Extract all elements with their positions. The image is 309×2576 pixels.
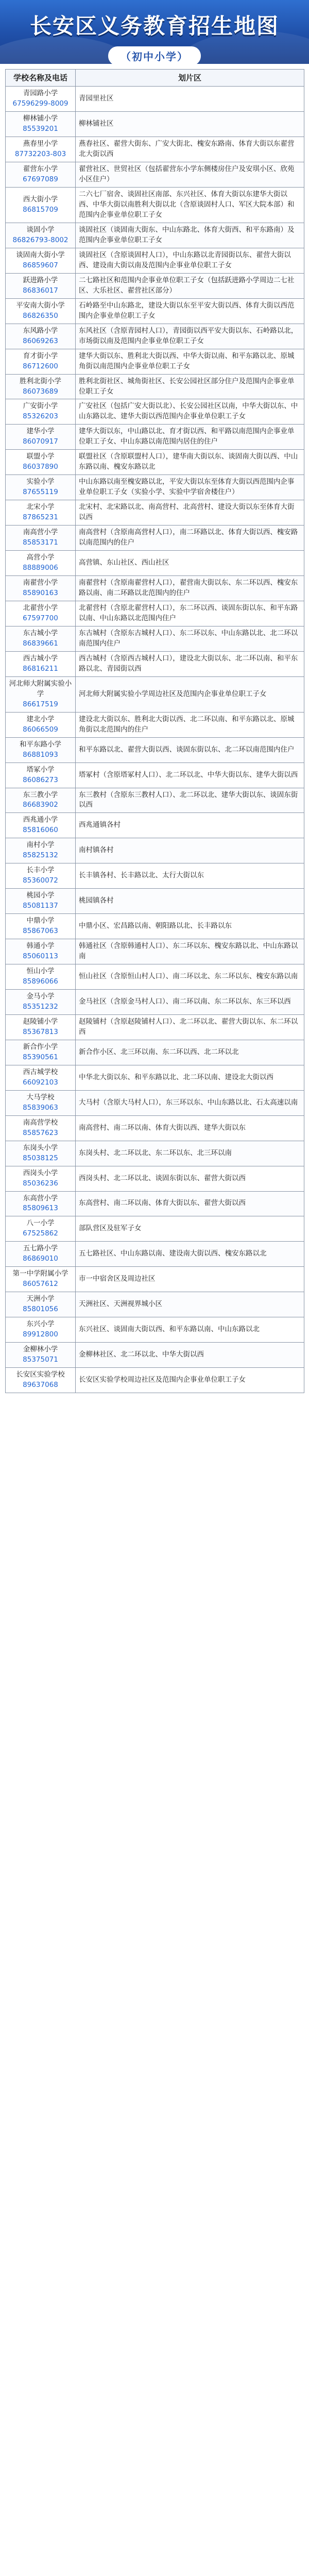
school-name: 西兆通小学: [23, 816, 58, 824]
table-row: [6, 914, 304, 939]
area-cell: 长丰镇各村、长丰路以北、太行大街以东: [76, 863, 304, 889]
school-phone[interactable]: 86815709: [23, 205, 58, 214]
school-cell: [6, 1317, 76, 1343]
table-row: [6, 87, 304, 112]
table-row: [6, 1267, 304, 1292]
school-phone[interactable]: 85867063: [23, 927, 58, 936]
school-phone[interactable]: 86869010: [23, 1255, 58, 1263]
area-cell: 南高营村、南二环以南、体育大街以西、建华大街以东: [76, 1115, 304, 1141]
school-phone[interactable]: 85038125: [23, 1154, 58, 1162]
area-cell: 和平东路以北、翟营大街以西、谈固东街以东、北二环以南范围内住户: [76, 737, 304, 762]
school-phone[interactable]: 89637068: [23, 1381, 58, 1389]
table-row: [6, 676, 304, 712]
school-name: 长安区实验学校: [16, 1370, 65, 1379]
school-name: 实验小学: [26, 478, 55, 486]
table-row: [6, 1141, 304, 1166]
school-name: 柳林铺小学: [23, 114, 58, 123]
school-cell: [6, 601, 76, 626]
school-cell: [6, 813, 76, 838]
table-row: [6, 324, 304, 349]
school-cell: [6, 676, 76, 712]
area-cell: 北翟营村（含原北翟营村人口），东二环以西、谈固东街以东、和平东路以南、中山东路以北范围内住户: [76, 601, 304, 626]
school-phone[interactable]: 85839063: [23, 1103, 58, 1112]
table-row: [6, 425, 304, 450]
area-cell: 赵陵铺村（含原赵陵铺村人口）、北二环以北、翟营大街以东、东二环以西: [76, 1014, 304, 1040]
school-cell: [6, 914, 76, 939]
school-phone[interactable]: 86086273: [23, 775, 58, 784]
table-row: [6, 990, 304, 1015]
area-cell: 南高营村（含原南高营村人口），南二环路以北、体育大街以西、槐安路以南范围内的住户: [76, 526, 304, 551]
school-name: 第一中学附属小学: [12, 1269, 68, 1278]
school-name: 平安南大街小学: [16, 301, 65, 310]
school-phone[interactable]: 85326203: [23, 412, 58, 421]
area-cell: 桃园镇各村: [76, 889, 304, 914]
school-name: 东高营小学: [23, 1194, 58, 1202]
school-cell: [6, 1115, 76, 1141]
table-row: [6, 1317, 304, 1343]
table-row: [6, 889, 304, 914]
area-cell: 东兴社区、谈固南大街以西、和平东路以南、中山东路以北: [76, 1317, 304, 1343]
table-row: [6, 863, 304, 889]
table-header-row: [6, 70, 304, 87]
school-cell: [6, 1368, 76, 1393]
area-cell: 胜利北街社区、城角街社区、长安公园社区部分住户及范围内企事业单位职工子女: [76, 374, 304, 399]
school-name: 大马学校: [26, 1093, 55, 1101]
area-cell: 建设北大街以东、胜利北大街以西、北二环以南、和平东路以北、原城角街以北范围内的住户: [76, 712, 304, 737]
school-name: 天洲小学: [26, 1295, 55, 1303]
table-row: [6, 399, 304, 425]
school-cell: [6, 87, 76, 112]
school-phone[interactable]: 86037890: [23, 463, 58, 471]
area-cell: 燕春社区、翟营大街东、广安大街北、槐安东路南、体育大街以东翟营北大街以西: [76, 137, 304, 162]
school-phone[interactable]: 85896066: [23, 977, 58, 986]
column-header-area: 划片区: [76, 70, 304, 87]
school-cell: [6, 1191, 76, 1216]
school-name: 谈固南大街小学: [16, 250, 65, 259]
school-cell: [6, 1292, 76, 1317]
table-row: [6, 112, 304, 137]
table-row: [6, 813, 304, 838]
school-cell: [6, 399, 76, 425]
area-cell: 东风社区（含原青园村人口），青园街以西平安大街以东、石岭路以北，市场街以南及范围内企事业单位职工子女: [76, 324, 304, 349]
school-phone[interactable]: 85375071: [23, 1355, 58, 1364]
area-cell: 二六七厂宿舍、谈固社区南部、东兴社区、体育大街以东建华大街以西、中华大街以南胜利大街以北（含原谈固村人口、军区大院本部）和范围内企事业单位职工子女: [76, 188, 304, 223]
school-phone[interactable]: 85890163: [23, 589, 58, 597]
area-cell: 南村镇各村: [76, 838, 304, 863]
area-cell: 北宋村、北宋路以北、南高营村、北高营村、建设大街以东至体育大街以西: [76, 500, 304, 526]
school-cell: [6, 1090, 76, 1115]
school-name: 北宋小学: [26, 503, 55, 512]
school-name: 翟营东小学: [23, 165, 58, 174]
school-phone[interactable]: 88889006: [23, 564, 58, 572]
table-row: [6, 223, 304, 248]
table-row: [6, 248, 304, 273]
area-cell: 西古城村（含原西古城村人口），建设北大街以东、北二环以南、和平东路以北、青园街以西: [76, 651, 304, 676]
school-name: 韩通小学: [26, 942, 55, 951]
school-cell: [6, 475, 76, 500]
school-cell: [6, 1040, 76, 1065]
school-cell: [6, 1166, 76, 1191]
school-name: 南村小学: [26, 841, 55, 850]
area-cell: 青园里社区: [76, 87, 304, 112]
school-cell: [6, 1343, 76, 1368]
school-phone[interactable]: 87655119: [23, 488, 58, 497]
school-cell: [6, 1216, 76, 1242]
area-cell: 新合作小区、北三环以南、东二环以西、北二环以北: [76, 1040, 304, 1065]
table-row: [6, 1014, 304, 1040]
area-cell: 金柳林社区、北二环以北、中华大街以西: [76, 1343, 304, 1368]
school-cell: [6, 788, 76, 813]
area-cell: 南翟营村（含原南翟营村人口），翟营南大街以东、东二环以西、槐安东路以南、南二环路以北范围内的住户: [76, 576, 304, 601]
school-name: 西大街小学: [23, 195, 58, 204]
school-phone[interactable]: 85367813: [23, 1027, 58, 1036]
table-row: [6, 188, 304, 223]
school-name: 金马小学: [26, 992, 55, 1001]
school-cell: [6, 526, 76, 551]
header-banner: [0, 0, 309, 64]
school-cell: [6, 838, 76, 863]
school-name: 南高营学校: [23, 1118, 58, 1127]
school-phone[interactable]: 85081137: [23, 902, 58, 910]
school-cell: [6, 626, 76, 651]
school-phone[interactable]: 86712600: [23, 362, 58, 370]
school-name: 塔冢小学: [26, 765, 55, 774]
school-name: 金柳林小学: [23, 1345, 58, 1354]
school-cell: [6, 349, 76, 374]
school-cell: [6, 712, 76, 737]
school-name: 中鼎小学: [26, 917, 55, 925]
column-header-school: 学校名称及电话: [6, 70, 76, 87]
area-cell: 东岗头村、北二环以北、东二环以东、北三环以南: [76, 1141, 304, 1166]
school-cell: [6, 1242, 76, 1267]
area-cell: 中华北大街以东、和平东路以北、北二环以南、建设北大街以西: [76, 1065, 304, 1090]
school-phone[interactable]: 85801056: [23, 1305, 58, 1314]
area-cell: 广安社区（包括广安大街以北）、长安公园社区以南，中华大街以东、中山东路以北、建华大街以西范围内企事业单位职工子女: [76, 399, 304, 425]
table-row: [6, 1242, 304, 1267]
school-phone[interactable]: 86066509: [23, 725, 58, 734]
school-phone[interactable]: 86070917: [23, 437, 58, 446]
school-phone[interactable]: 86057612: [23, 1280, 58, 1289]
school-name: 育才街小学: [23, 351, 58, 360]
area-cell: 大马村（含原大马村人口），东三环以东、中山东路以北、石太高速以南: [76, 1090, 304, 1115]
school-cell: [6, 298, 76, 324]
school-name: 谈固小学: [26, 225, 55, 234]
table-row: [6, 1368, 304, 1393]
school-phone[interactable]: 85390561: [23, 1053, 58, 1061]
school-name: 西岗头小学: [23, 1168, 58, 1177]
school-phone[interactable]: 86836017: [23, 286, 58, 295]
school-phone[interactable]: 86683902: [23, 801, 58, 809]
table-row: [6, 450, 304, 475]
school-phone[interactable]: 85539201: [23, 125, 58, 133]
area-cell: 东三教村（含原东三教村人口）、北二环以北、建华大街以东、谈固东街以西: [76, 788, 304, 813]
school-cell: [6, 1267, 76, 1292]
table-row: [6, 1115, 304, 1141]
table-row: [6, 551, 304, 576]
school-name: 东三教小学: [23, 790, 58, 799]
area-cell: 长安区实验学校周边社区及范围内企事业单位职工子女: [76, 1368, 304, 1393]
school-cell: [6, 223, 76, 248]
school-name: 建北小学: [26, 715, 55, 723]
school-cell: [6, 450, 76, 475]
table-row: [6, 1191, 304, 1216]
school-cell: [6, 1065, 76, 1090]
table-row: [6, 737, 304, 762]
table-row: [6, 475, 304, 500]
table-row: [6, 1040, 304, 1065]
school-phone[interactable]: 66092103: [23, 1078, 58, 1087]
school-phone[interactable]: 85809613: [23, 1204, 58, 1213]
table-row: [6, 712, 304, 737]
area-cell: 翟营社区、世贸社区（包括翟营东小学东侧楼房住户及安琪小区、欣苑小区住户）: [76, 162, 304, 188]
school-phone[interactable]: 85825132: [23, 851, 58, 860]
area-cell: 东古城村（含原东古城村人口）、东二环以东、中山东路以北、北二环以南范围内住户: [76, 626, 304, 651]
page-footer: [0, 1398, 309, 1403]
table-row: [6, 1292, 304, 1317]
school-name: 南翟营小学: [23, 579, 58, 587]
area-cell: 二七路社区和范围内企事业单位职工子女（包括跃进路小学周边二七社区、大乐社区、翟营社区部分）: [76, 273, 304, 298]
school-cell: [6, 737, 76, 762]
school-cell: [6, 112, 76, 137]
school-cell: [6, 762, 76, 788]
school-cell: [6, 1141, 76, 1166]
area-cell: 谈固社区（谈固南大街东、中山东路北、体育大街西、和平东路南）及范围内企事业单位职工子女: [76, 223, 304, 248]
table-row: [6, 162, 304, 188]
school-cell: [6, 374, 76, 399]
school-phone[interactable]: 86816211: [23, 664, 58, 673]
school-phone[interactable]: 67596299-8009: [12, 99, 68, 108]
area-cell: 塔冢村（含原塔冢村人口）、北二环以北、中华大街以东、建华大街以西: [76, 762, 304, 788]
area-cell: 中鼎小区、宏昌路以南、朝阳路以北、长丰路以东: [76, 914, 304, 939]
school-name: 东古城小学: [23, 629, 58, 637]
table-row: [6, 137, 304, 162]
table-body: [6, 87, 304, 1393]
school-phone[interactable]: 67525862: [23, 1229, 58, 1238]
school-phone[interactable]: 86073689: [23, 387, 58, 396]
table-row: [6, 838, 304, 863]
school-name: 赵陵铺小学: [23, 1017, 58, 1026]
table-row: [6, 1343, 304, 1368]
area-cell: 建华大街以东、胜利北大街以西、中华大街以南、和平东路以北、原城角街以南范围内企事业单位职工子女: [76, 349, 304, 374]
school-name: 河北师大附属实验小学: [9, 679, 72, 698]
school-phone[interactable]: 86826793-8002: [12, 235, 68, 244]
area-cell: 金马社区（含原金马村人口）、南二环以南、东二环以东、东三环以西: [76, 990, 304, 1015]
school-name: 跃进路小学: [23, 276, 58, 284]
school-phone[interactable]: 87732203-803: [14, 150, 66, 159]
school-phone[interactable]: 86826350: [23, 311, 58, 320]
school-name: 桃园小学: [26, 891, 55, 900]
school-name: 青园路小学: [23, 89, 58, 98]
school-name: 八一小学: [26, 1219, 55, 1228]
school-cell: [6, 425, 76, 450]
school-cell: [6, 248, 76, 273]
school-cell: [6, 939, 76, 964]
table-row: [6, 939, 304, 964]
page-subtitle: （初中小学）: [108, 46, 201, 64]
school-phone[interactable]: 86881093: [23, 750, 58, 759]
area-cell: 建华大街以东，中山路以北、育才街以西、和平路以南范围内企事业单位职工子女、中山东路以南范围内居住的住户: [76, 425, 304, 450]
school-phone[interactable]: 86839661: [23, 639, 58, 648]
area-cell: 天洲社区、天洲视界城小区: [76, 1292, 304, 1317]
area-cell: 高营镇、东山社区、西山社区: [76, 551, 304, 576]
school-phone[interactable]: 86617519: [23, 700, 58, 708]
school-phone[interactable]: 85036236: [23, 1179, 58, 1188]
table-row: [6, 601, 304, 626]
table-row: [6, 1090, 304, 1115]
area-cell: 韩通社区（含原韩通村人口）、东二环以东、槐安东路以北、中山东路以南: [76, 939, 304, 964]
school-phone[interactable]: 85857623: [23, 1128, 58, 1137]
table-row: [6, 298, 304, 324]
table-row: [6, 1216, 304, 1242]
school-cell: [6, 889, 76, 914]
school-phone[interactable]: 67597700: [23, 614, 58, 622]
school-phone[interactable]: 89912800: [23, 1330, 58, 1339]
school-name: 联盟小学: [26, 452, 55, 461]
table-row: [6, 1166, 304, 1191]
school-phone[interactable]: 85351232: [23, 1002, 58, 1011]
school-phone[interactable]: 85816060: [23, 826, 58, 835]
school-name: 燕春里小学: [23, 140, 58, 148]
area-cell: 联盟社区（含原联盟村人口），建华南大街以东、谈固南大街以西、中山东路以南、槐安东路以北: [76, 450, 304, 475]
school-phone[interactable]: 67697089: [23, 175, 58, 184]
school-cell: [6, 576, 76, 601]
table-row: [6, 576, 304, 601]
table-row: [6, 526, 304, 551]
school-name: 五七路小学: [23, 1244, 58, 1253]
school-cell: [6, 1014, 76, 1040]
table-row: [6, 651, 304, 676]
school-cell: [6, 500, 76, 526]
table-row: [6, 788, 304, 813]
table-row: [6, 762, 304, 788]
school-name: 西古城小学: [23, 654, 58, 663]
area-cell: 恒山社区（含原恒山村人口）、南二环以北、东二环以东、槐安东路以南: [76, 964, 304, 990]
school-name: 恒山小学: [26, 967, 55, 976]
table-row: [6, 964, 304, 990]
table-row: [6, 626, 304, 651]
school-phone[interactable]: 85060113: [23, 952, 58, 961]
area-cell: 河北师大附属实验小学周边社区及范围内企事业单位职工子女: [76, 676, 304, 712]
school-phone[interactable]: 87865231: [23, 513, 58, 522]
school-name: 广安街小学: [23, 402, 58, 411]
school-cell: [6, 863, 76, 889]
school-cell: [6, 324, 76, 349]
area-cell: 部队营区及驻军子女: [76, 1216, 304, 1242]
enrollment-table: [5, 69, 304, 1393]
school-name: 新合作小学: [23, 1042, 58, 1051]
area-cell: 石岭路至中山东路北，建设大街以东至平安大街以西、体育大街以西范围内企事业单位职工子女: [76, 298, 304, 324]
school-name: 高营小学: [26, 553, 55, 562]
school-cell: [6, 964, 76, 990]
area-cell: 西兆通镇各村: [76, 813, 304, 838]
area-cell: 五七路社区、中山东路以南、建设南大街以西、槐安东路以北: [76, 1242, 304, 1267]
school-cell: [6, 651, 76, 676]
school-name: 东风路小学: [23, 326, 58, 335]
page-title: 长安区义务教育招生地图: [29, 13, 279, 39]
area-cell: 市一中宿舍区及周边社区: [76, 1267, 304, 1292]
area-cell: 谈固社区（含原谈固村人口），中山东路以北青园街以东、翟营大街以西、建设南大街以南及范围内企事业单位职工子女: [76, 248, 304, 273]
school-cell: [6, 137, 76, 162]
school-phone[interactable]: 86859607: [23, 261, 58, 269]
school-cell: [6, 162, 76, 188]
table-row: [6, 500, 304, 526]
school-name: 和平东路小学: [20, 740, 61, 749]
table-row: [6, 1065, 304, 1090]
table-row: [6, 349, 304, 374]
area-cell: 中山东路以南至槐安路以北，平安大街以东至体育大街以西范围内企事业单位职工子女（实验小学、实验中学宿舍楼住户）: [76, 475, 304, 500]
school-name: 西古城学校: [23, 1067, 58, 1076]
area-cell: 东高营村、南二环以南、体育大街以东、翟营大街以西: [76, 1191, 304, 1216]
school-name: 东兴小学: [26, 1320, 55, 1329]
school-name: 南高营小学: [23, 528, 58, 537]
area-cell: 柳林铺社区: [76, 112, 304, 137]
school-phone[interactable]: 85360072: [23, 876, 58, 885]
table-row: [6, 273, 304, 298]
school-cell: [6, 551, 76, 576]
school-cell: [6, 990, 76, 1015]
school-name: 北翟营小学: [23, 603, 58, 612]
table-row: [6, 374, 304, 399]
school-name: 胜利北街小学: [20, 377, 61, 385]
school-phone[interactable]: 85853171: [23, 538, 58, 547]
school-cell: [6, 273, 76, 298]
school-name: 长丰小学: [26, 866, 55, 875]
school-phone[interactable]: 86069263: [23, 336, 58, 345]
school-name: 东岗头小学: [23, 1143, 58, 1152]
area-cell: 西岗头村、北二环以北、谈固东街以东、翟营大街以西: [76, 1166, 304, 1191]
school-cell: [6, 188, 76, 223]
school-name: 建华小学: [26, 427, 55, 436]
